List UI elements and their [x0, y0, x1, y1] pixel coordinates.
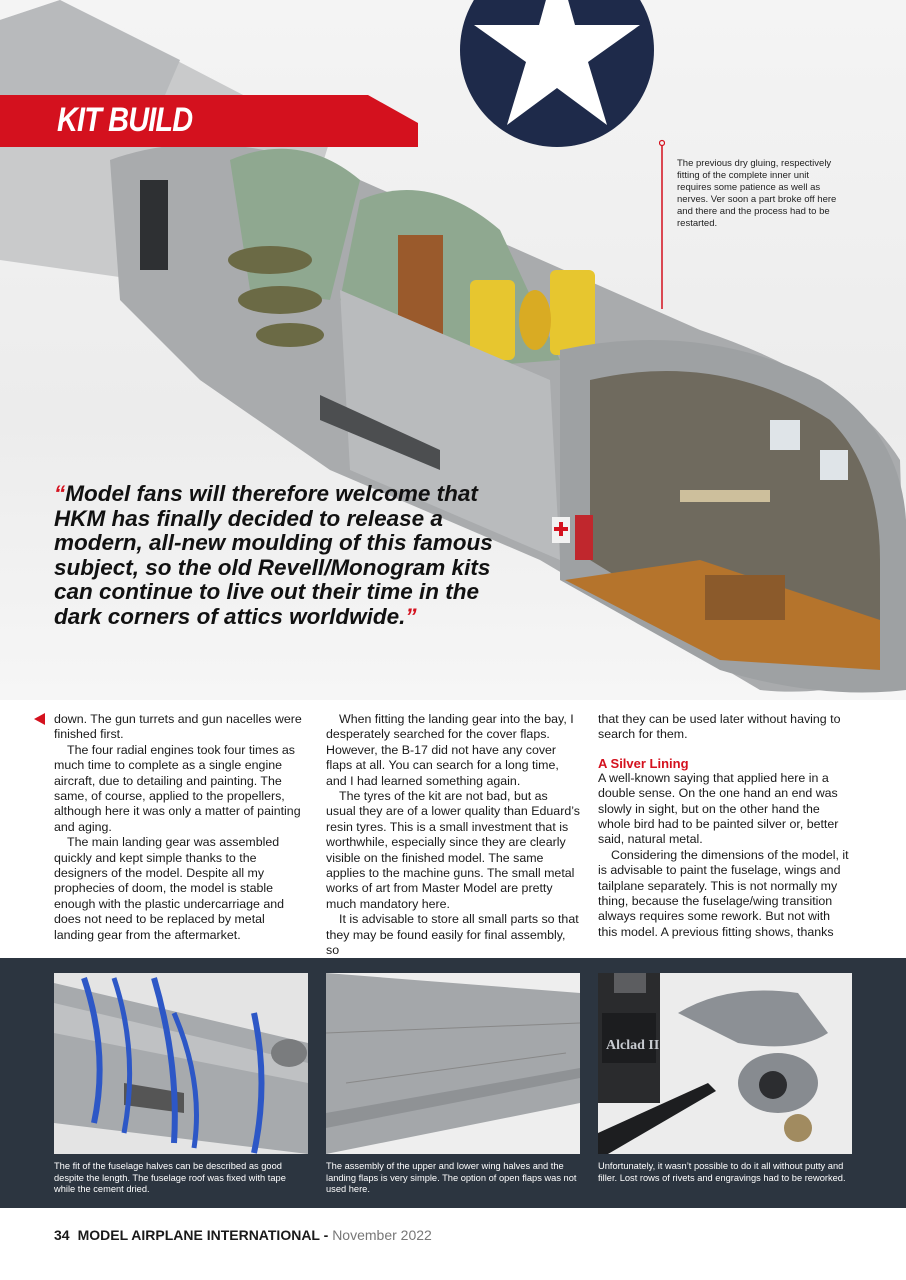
section-label: KIT BUILD [57, 101, 193, 139]
page-number: 34 [54, 1227, 70, 1243]
paragraph: The main landing gear was assembled quickly and kept simple thanks to the designers of the model. Despite all my prophecies of doom, the model is stable enough with the plastic undercarriage and does not need to be replaced by metal landing gear from the aftermarket. [54, 835, 285, 942]
page-footer [54, 1227, 432, 1243]
fuselage-tape-image [54, 973, 308, 1154]
body-column-3 [598, 712, 852, 940]
open-quote-mark: “ [54, 481, 66, 506]
paragraph: A well-known saying that applied here in a double sense. On the one hand an end was slowly in sight, but on the other hand the whole bird had to be painted silver or, better said, natural metal. [598, 770, 839, 847]
hero-caption: The previous dry gluing, respectively fitting of the complete inner unit requires some patience as well as nerves. Ver soon a part broke off here and there and the process had to be restarted. [677, 158, 837, 229]
photo-fuselage-taped [54, 973, 308, 1154]
footer-separator: - [319, 1227, 333, 1243]
paragraph: The four radial engines took four times as much time to complete as a single engine aircraft, due to detailing and painting. The same, of course, applied to the propellers, although here it was only a matter of painting and aging. [54, 742, 301, 834]
photo-wing-halves [326, 973, 580, 1154]
close-quote-mark: ” [405, 603, 417, 629]
paragraph: It is advisable to store all small parts so that they may be found easily for final assembly, so [326, 912, 579, 958]
photo-caption-3: Unfortunately, it wasn’t possible to do it all without putty and filler. Lost rows of rivets and engravings had to be reworked. [598, 1161, 846, 1183]
filler-tools-image [598, 973, 852, 1154]
pull-quote-text: Model fans will therefore welcome that HKM has finally decided to release a modern, all-new moulding of this famous subject, so the old Revell/Monogram kits can continue to live out their time in the dark corners of attics worldwide. [54, 481, 493, 629]
magazine-title: MODEL AIRPLANE INTERNATIONAL [77, 1227, 320, 1243]
caption-pointer-line [659, 139, 665, 309]
paragraph: down. The gun turrets and gun nacelles were finished first. [54, 712, 302, 742]
body-column-2 [326, 712, 580, 959]
paragraph: When fitting the landing gear into the bay, I desperately searched for the cover flaps. However, the B-17 did not have any cover flaps at all. You can search for a long time, and I had learned something again. [326, 712, 574, 788]
photo-putty-filler [598, 973, 852, 1154]
continuation-arrow-icon [34, 713, 45, 725]
bottle-label: Alclad II [606, 1038, 660, 1053]
issue-date: November 2022 [332, 1227, 432, 1243]
body-column-1 [54, 712, 308, 943]
photo-caption-2: The assembly of the upper and lower wing halves and the landing flaps is very simple. The option of open flaps was not used here. [326, 1161, 577, 1195]
paragraph: Considering the dimensions of the model, it is advisable to paint the fuselage, wings and tailplane separately. This is not normally my thing, because the fuselage/wing transition always requires some rework. But not with this model. A previous fitting shows, thanks [598, 847, 849, 939]
photo-caption-1: The fit of the fuselage halves can be described as good despite the length. The fuselage roof was fixed with tape while the cement dried. [54, 1161, 286, 1195]
wing-assembly-image [326, 973, 580, 1154]
subheading: A Silver Lining [598, 755, 689, 771]
paragraph: that they can be used later without having to search for them. [598, 712, 841, 742]
pull-quote [54, 482, 524, 629]
paragraph: The tyres of the kit are not bad, but as usual they are of a lower quality than Eduard’s resin tyres. This is a small investment that is worthwhile, especially since they are clearly visible on the finished model. The same applies to the machine guns. The small metal works of art from Master Model are pretty much mandatory here. [326, 789, 580, 911]
